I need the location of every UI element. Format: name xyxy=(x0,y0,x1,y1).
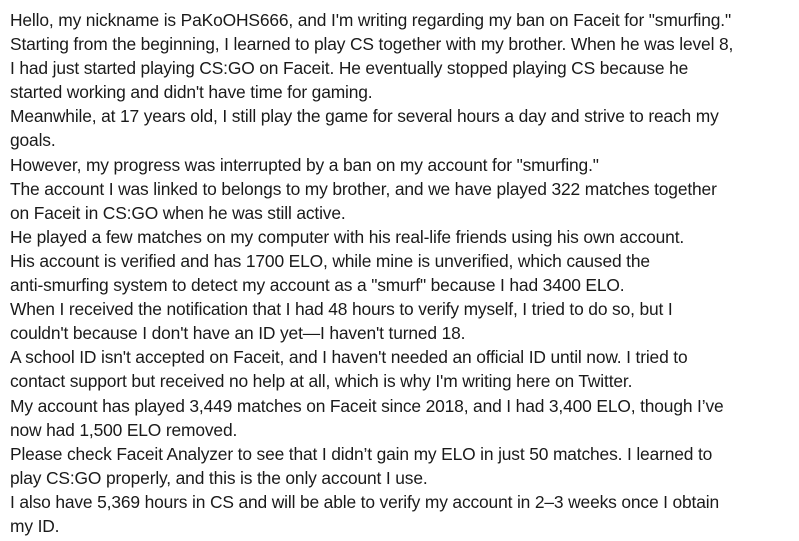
text-line-1: Hello, my nickname is PaKoOHS666, and I'm writing regarding my ban on Faceit for "smurfing." xyxy=(10,10,731,30)
text-line-11: His account is verified and has 1700 ELO, while mine is unverified, which caused the xyxy=(10,250,650,271)
text-line-18: now had 1,500 ELO removed. xyxy=(10,419,238,440)
text-line-4: started working and didn't have time for gaming. xyxy=(10,82,373,103)
text-line-2: Starting from the beginning, I learned to play CS together with my brother. When he was level 8, xyxy=(10,34,734,55)
text-line-19: Please check Faceit Analyzer to see that I didn’t gain my ELO in just 50 matches. I learned to xyxy=(10,443,713,464)
text-line-22: my ID. xyxy=(10,515,60,536)
text-line-20: play CS:GO properly, and this is the only account I use. xyxy=(10,467,428,488)
text-line-13: When I received the notification that I had 48 hours to verify myself, I tried to do so, but I xyxy=(10,299,673,320)
text-line-16: contact support but received no help at all, which is why I'm writing here on Twitter. xyxy=(10,371,633,392)
text-line-9: on Faceit in CS:GO when he was still active. xyxy=(10,202,346,223)
text-line-8: The account I was linked to belongs to my brother, and we have played 322 matches together xyxy=(10,178,717,199)
text-line-7: However, my progress was interrupted by a ban on my account for "smurfing." xyxy=(10,154,599,175)
text-line-3: I had just started playing CS:GO on Faceit. He eventually stopped playing CS because he xyxy=(10,58,689,79)
text-line-14: couldn't because I don't have an ID yet—I haven't turned 18. xyxy=(10,323,466,344)
text-line-10: He played a few matches on my computer with his real-life friends using his own account. xyxy=(10,226,685,247)
text-line-12: anti-smurfing system to detect my account as a "smurf" because I had 3400 ELO. xyxy=(10,275,625,296)
text-line-17: My account has played 3,449 matches on Faceit since 2018, and I had 3,400 ELO, though I’ve xyxy=(10,395,724,416)
text-line-15: A school ID isn't accepted on Faceit, and I haven't needed an official ID until now. I tried to xyxy=(10,347,688,368)
text-line-21: I also have 5,369 hours in CS and will be able to verify my account in 2–3 weeks once I obtain xyxy=(10,491,719,512)
text-line-5: Meanwhile, at 17 years old, I still play the game for several hours a day and strive to reach my xyxy=(10,106,719,127)
text-line-6: goals. xyxy=(10,130,56,151)
